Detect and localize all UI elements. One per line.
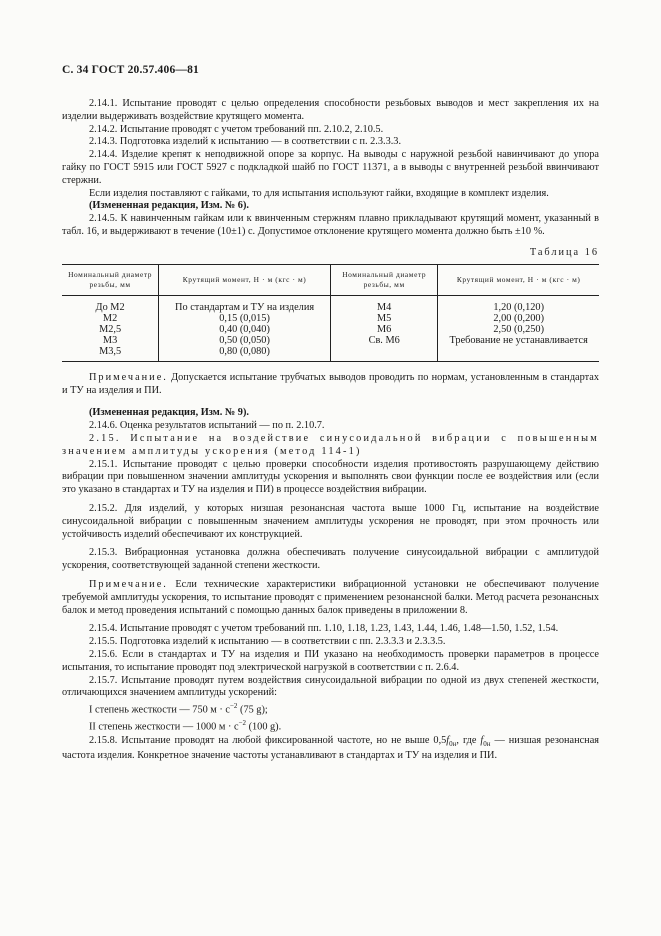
note-label: Примечание. (89, 578, 168, 590)
torque-table (62, 264, 599, 362)
table-cell: До М2 (95, 301, 125, 313)
paragraph-2-15-5: 2.15.5. Подготовка изделий к испытанию — в соответствии с пп. 2.3.3.3 и 2.3.3.5. (89, 636, 446, 648)
table-cell: По стандартам и ТУ на изделия (159, 295, 331, 313)
paragraph-2-14-4: 2.14.4. Изделие крепят к неподвижной опоре за корпус. На выводы с наружной резьбой навинчивают до упора гайку по ГОСТ 5915 или ГОСТ 5927 с подкладкой шайб по ГОСТ 11371, а в выводы с внутренней резьбой ввинчивают стержни. (62, 149, 599, 186)
paragraph-2-14-6: 2.14.6. Оценка результатов испытаний — по п. 2.10.7. (89, 420, 325, 432)
frequency-subscript: 0н (449, 739, 457, 748)
table-cell (438, 346, 599, 362)
severity-text: (75 g); (237, 704, 268, 716)
paragraph-2-15-8 (62, 735, 599, 764)
table-cell: Св. М6 (330, 335, 437, 346)
paragraph-text: , где (456, 734, 481, 746)
frequency-subscript: 0н (483, 739, 491, 748)
table-header-cell: Крутящий момент, Н · м (кгс · м) (438, 264, 599, 295)
table-row (62, 313, 599, 324)
note-text: Допускается испытание трубчатых выводов проводить по нормам, установленным в стандартах и ТУ на изделия и ПИ. (62, 371, 599, 396)
table-row (62, 324, 599, 335)
page-header: С. 34 ГОСТ 20.57.406—81 (62, 64, 199, 76)
note-label: Примечание. (89, 371, 168, 383)
table-cell: Требование не устанавливается (438, 335, 599, 346)
table-cell: 0,40 (0,040) (159, 324, 331, 335)
note-2 (62, 579, 599, 617)
table-row (62, 335, 599, 346)
note-1 (62, 372, 599, 398)
table-header-row (62, 264, 599, 295)
table-cell: 2,00 (0,200) (438, 313, 599, 324)
paragraph-2-15-3: 2.15.3. Вибрационная установка должна обеспечивать получение синусоидальной вибрации с амплитудой ускорения, соответствующей заданной степени жесткости. (62, 547, 599, 572)
severity-degree-2 (62, 717, 599, 734)
severity-degree-1 (62, 700, 599, 717)
table-cell (330, 346, 437, 362)
exponent: −2 (238, 719, 247, 728)
paragraph-2-14-1: 2.14.1. Испытание проводят с целью определения способности резьбовых выводов и мест закрепления их на изделии выдерживать воздействие крутящего момента. (62, 98, 599, 122)
paragraph-2-15-4: 2.15.4. Испытание проводят с учетом требований пп. 1.10, 1.18, 1.23, 1.43, 1.44, 1.46, 1.48—1.50, 1.52, 1.54. (89, 623, 559, 635)
paragraph-text: 2.15.8. Испытание проводят на любой фиксированной частоте, но не выше 0,5 (89, 734, 447, 746)
exponent: −2 (229, 702, 238, 711)
section-2-15-heading: 2.15. Испытание на воздействие синусоидальной вибрации с повышенным значением амплитуды ускорения (метод 114-1) (62, 432, 599, 457)
table-cell: М2 (102, 312, 118, 324)
table-header-cell: Крутящий момент, Н · м (кгс · м) (159, 264, 331, 295)
paragraph-2-15-2: 2.15.2. Для изделий, у которых низшая резонансная частота выше 1000 Гц, испытание на воздействие синусоидальной вибрации с повышенным значением амплитуды ускорения не проводят, при этом прочность или устойчивость изделий обеспечивают их конструкцией. (62, 502, 599, 540)
paragraph-text: — низшая резонансная частота изделия. Конкретное значение частоты устанавливают в стандартах и ТУ на изделия и ПИ. (62, 734, 599, 762)
amendment-9: (Измененная редакция, Изм. № 9). (89, 407, 249, 419)
paragraph-nuts: Если изделия поставляют с гайками, то для испытания используют гайки, входящие в комплект изделия. (89, 187, 549, 199)
table-cell: М3,5 (99, 345, 122, 357)
frequency-symbol: f (446, 734, 450, 746)
amendment-6: (Измененная редакция, Изм. № 6). (89, 200, 249, 212)
table-row (62, 295, 599, 313)
note-text: Если технические характеристики вибрационной установки не обеспечивают получение требуемой амплитуды ускорения, то испытание проводят с применением резонансной балки. Метод расчета резонансных балок и метод проведения испытаний с помощью данных балок приведены в приложении 8. (62, 578, 599, 616)
table-cell: 0,50 (0,050) (159, 335, 331, 346)
severity-text: II степень жесткости — 1000 м · с (89, 721, 239, 733)
frequency-symbol: f (480, 734, 484, 746)
paragraph-2-15-7: 2.15.7. Испытание проводят путем воздействия синусоидальной вибрации по одной из двух степеней жесткости, отличающихся значением амплитуды ускорений: (62, 674, 599, 699)
document-page (62, 64, 599, 763)
paragraph-2-14-2: 2.14.2. Испытание проводят с учетом требований пп. 2.10.2, 2.10.5. (89, 123, 384, 135)
table-cell: М3 (102, 334, 118, 346)
table-cell: 0,15 (0,015) (159, 313, 331, 324)
table-cell: 0,80 (0,080) (159, 346, 331, 362)
table-cell: М5 (330, 313, 437, 324)
table-header-cell: Номинальный диаметр резьбы, мм (330, 264, 437, 295)
severity-text: (100 g). (246, 721, 282, 733)
table-row (62, 346, 599, 362)
table-header-cell: Номинальный диаметр резьбы, мм (62, 264, 159, 295)
paragraph-2-15-1: 2.15.1. Испытание проводят с целью проверки способности изделия противостоять разрушающему действию вибрации при повышенном значении амплитуды ускорения и выполнять свои функции после ее воздействия или (если это указано в стандартах и ТУ на изделия и ПИ) в процессе воздействия вибрации. (62, 458, 599, 496)
paragraph-2-15-6: 2.15.6. Если в стандартах и ТУ на изделия и ПИ указано на необходимость проверки параметров в процессе испытания, то испытание проводят под электрической нагрузкой в соответствии с п. 2.6.4. (62, 648, 599, 673)
table-cell: М4 (330, 295, 437, 313)
table-cell: М6 (330, 324, 437, 335)
severity-text: I степень жесткости — 750 м · с (89, 704, 230, 716)
table-caption: Таблица 16 (529, 246, 599, 258)
paragraph-2-14-5: 2.14.5. К навинченным гайкам или к ввинченным стержням плавно прикладывают крутящий момент, указанный в табл. 16, и выдерживают в течение (10±1) с. Допустимое отклонение крутящего момента должно быть ±10 %. (62, 213, 599, 237)
table-cell: 1,20 (0,120) (438, 295, 599, 313)
paragraph-2-14-3: 2.14.3. Подготовка изделий к испытанию — в соответствии с п. 2.3.3.3. (89, 136, 402, 148)
table-cell: 2,50 (0,250) (438, 324, 599, 335)
table-cell: М2,5 (99, 323, 122, 335)
